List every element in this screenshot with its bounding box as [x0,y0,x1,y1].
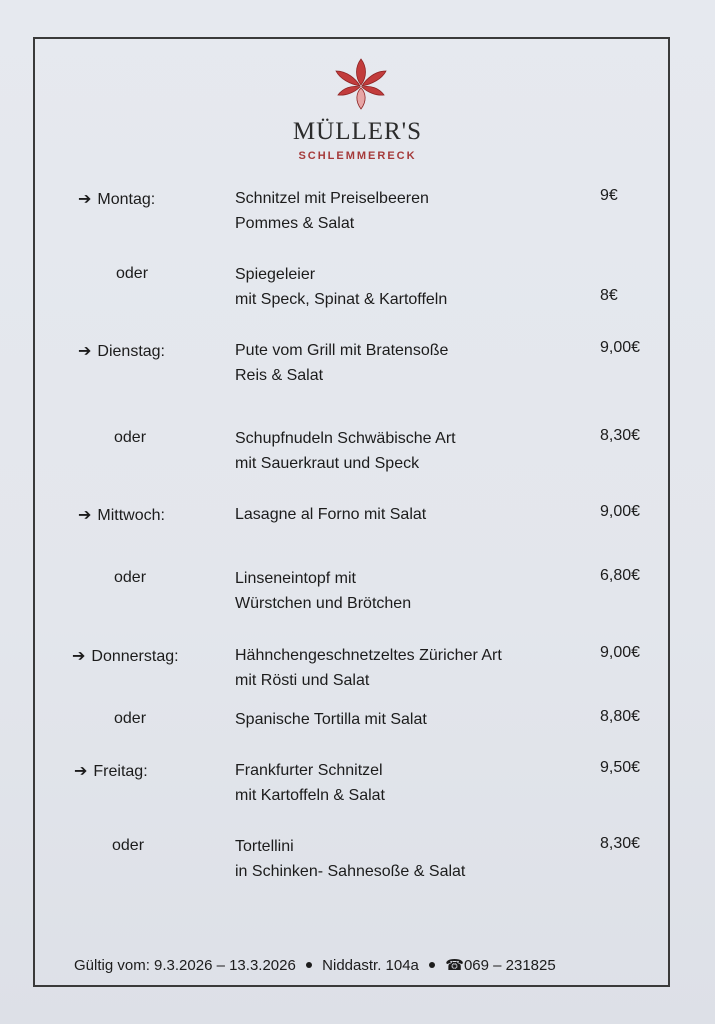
dish-line: Hähnchengeschnetzeltes Züricher Art [235,647,502,664]
day-text: Dienstag: [97,343,165,360]
dish-line: Schnitzel mit Preiselbeeren [235,190,429,207]
day-text: oder [116,265,149,282]
dish-description [235,186,429,236]
dish-line: in Schinken- Sahnesoße & Salat [235,863,466,880]
arrow-right-icon: ➔ [78,343,92,360]
day-text: Donnerstag: [91,648,179,665]
dish-price: 8€ [600,287,618,304]
dish-line: mit Speck, Spinat & Kartoffeln [235,291,448,308]
dish-price: 9€ [600,187,618,204]
day-label [78,505,165,525]
address: Niddastr. 104a [322,957,419,974]
dish-line: Pute vom Grill mit Bratensoße [235,342,449,359]
dish-line: mit Sauerkraut und Speck [235,455,420,472]
dish-line: Spanische Tortilla mit Salat [235,711,427,728]
dish-description [235,566,411,616]
dish-description [235,426,456,476]
flower-logo-icon [330,55,392,117]
dish-line: Linseneintopf mit [235,570,356,587]
dish-line: mit Kartoffeln & Salat [235,787,385,804]
dish-line: Schupfnudeln Schwäbische Art [235,430,456,447]
dish-line: Lasagne al Forno mit Salat [235,506,427,523]
dish-description [235,758,385,808]
dish-price: 8,80€ [600,708,641,725]
arrow-right-icon: ➔ [74,763,88,780]
arrow-right-icon: ➔ [78,507,92,524]
dish-price: 9,00€ [600,503,641,520]
dish-price: 6,80€ [600,567,641,584]
day-text: oder [114,710,147,727]
validity-period: Gültig vom: 9.3.2026 – 13.3.2026 [74,957,296,974]
dish-line: Reis & Salat [235,367,324,384]
alternative-label [116,265,148,283]
bullet-icon [429,962,435,968]
dish-description [235,834,465,884]
footer [74,956,556,974]
day-text: oder [114,429,147,446]
day-label [74,761,148,781]
dish-line: Frankfurter Schnitzel [235,762,383,779]
dish-line: Pommes & Salat [235,215,355,232]
alternative-label [114,429,146,447]
dish-description [235,338,448,388]
day-label [72,646,179,666]
arrow-right-icon: ➔ [72,648,86,665]
phone-icon: ☎ [445,957,464,974]
phone-number: 069 – 231825 [463,957,556,974]
day-text: Freitag: [93,763,148,780]
dish-line: mit Rösti und Salat [235,672,370,689]
day-label [78,341,165,361]
brand-subtitle: SCHLEMMERECK [298,150,417,162]
dish-price: 9,00€ [600,339,641,356]
dish-description [235,707,427,732]
dish-line: Tortellini [235,838,294,855]
dish-description [235,643,502,693]
alternative-label [112,837,144,855]
arrow-right-icon: ➔ [78,191,92,208]
dish-price: 9,00€ [600,644,641,661]
dish-price: 8,30€ [600,835,641,852]
day-text: oder [114,569,147,586]
dish-description [235,262,447,312]
dish-price: 8,30€ [600,427,641,444]
brand-name: MÜLLER'S [292,118,423,145]
bullet-icon [306,962,312,968]
dish-description [235,502,426,527]
day-text: Montag: [97,191,156,208]
dish-line: Würstchen und Brötchen [235,595,412,612]
dish-line: Spiegeleier [235,266,316,283]
day-text: Mittwoch: [97,507,165,524]
alternative-label [114,569,146,587]
day-text: oder [112,837,145,854]
alternative-label [114,710,146,728]
day-label [78,189,155,209]
dish-price: 9,50€ [600,759,641,776]
